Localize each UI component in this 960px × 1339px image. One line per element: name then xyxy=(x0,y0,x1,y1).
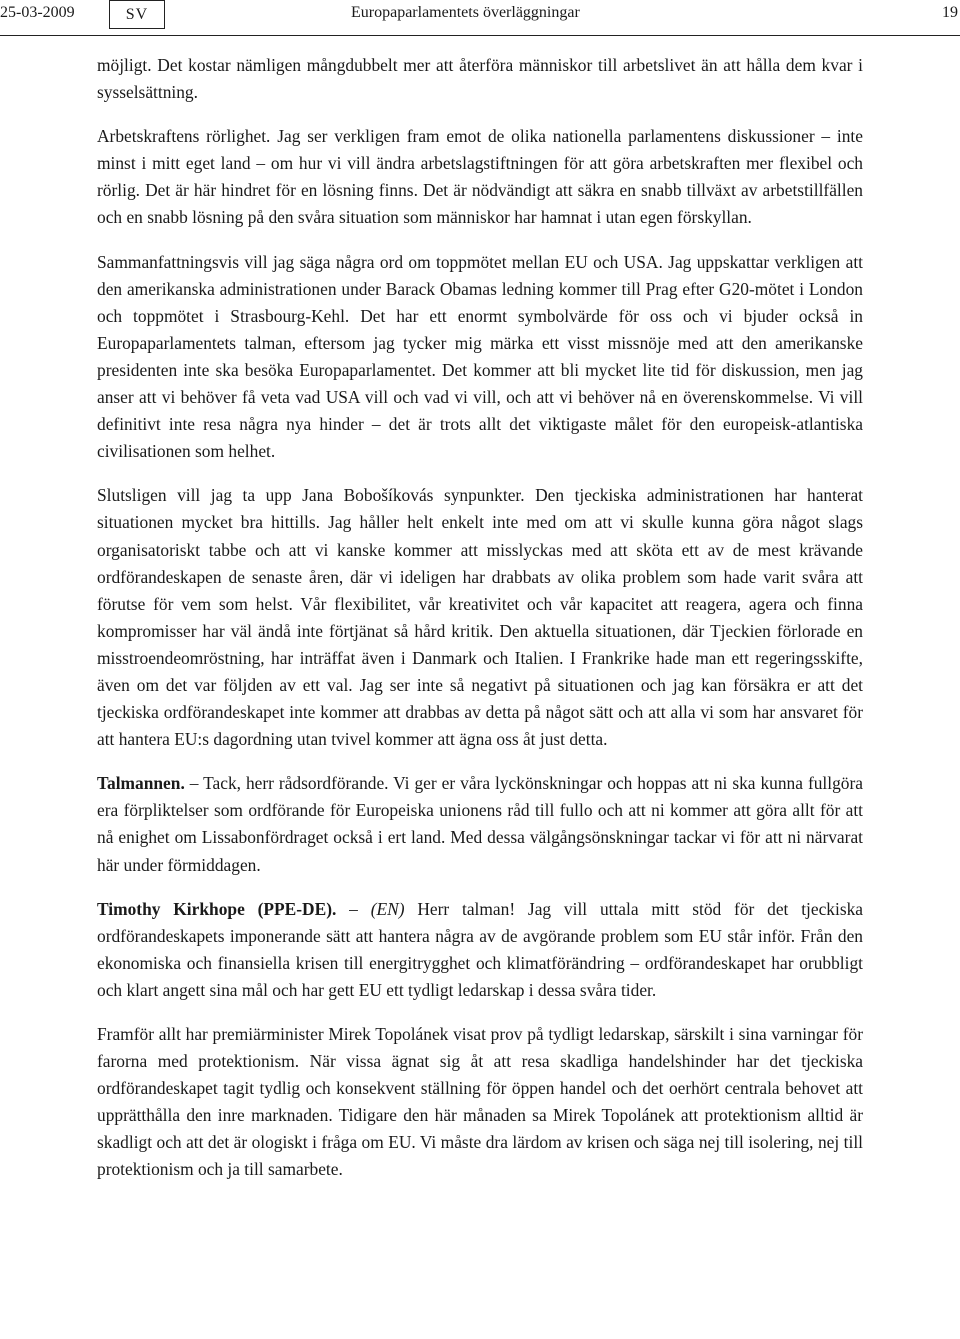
paragraph-text: Arbetskraftens rörlighet. Jag ser verkligen fram emot de olika nationella parlamentens diskussioner – inte minst i mitt eget land – om hur vi vill ändra arbetslagstiftningen för att göra arbetskraften mer flexibel och rörlig. Det är här hindret för en lösning finns. Det är nödvändigt att säkra en snabb tillväxt av arbetstillfällen och en snabb lösning på den svåra situation som människor har hamnat i utan egen förskyllan. xyxy=(97,126,863,228)
paragraph xyxy=(97,249,863,466)
page-number: 19 xyxy=(942,4,958,21)
header-date: 25-03-2009 xyxy=(0,4,75,21)
paragraph xyxy=(97,52,863,106)
paragraph-text: Sammanfattningsvis vill jag säga några ord om toppmötet mellan EU och USA. Jag uppskattar verkligen att den amerikanska administrationen under Barack Obamas ledning kommer till Prag efter G20-mötet i London och toppmötet i Strasbourg-Kehl. Det har ett enormt symbolvärde för oss och vi bjuder också in Europaparlamentets talman, eftersom jag tycker mig märka ett visst missnöje med att den amerikanske presidenten inte ska besöka Europaparlamentet. Det kommer att bli mycket lite tid för diskussion, men jag anser att vi behöver få veta vad USA vill och vad vi vill, och att vi behöver nå en överenskommelse. Vi vill definitivt inte resa några nya hinder – det är trots allt det viktigaste målet för den europeisk-atlantiska civilisationen som helhet. xyxy=(97,251,863,462)
paragraph-text: Framför allt har premiärminister Mirek Topolánek visat prov på tydligt ledarskap, särskilt i sina varningar för farorna med protektionism. När vissa ägnat sig åt att resa skadliga handelshinder har det tjeckiska ordförandeskapet tagit tydlig och konsekvent ställning för öppen handel och det oerhört centrala behovet att upprätthålla den inre marknaden. Tidigare den här månaden sa Mirek Topolánek att protektionism alltid är skadligt och att det är ologiskt i fråga om EU. Vi måste dra lärdom av krisen och säga nej till isolering, nej till protektionism och ja till samarbete. xyxy=(97,1024,863,1180)
paragraph xyxy=(97,1021,863,1184)
speaker-paragraph xyxy=(97,896,863,1004)
paragraph xyxy=(97,123,863,231)
page-header xyxy=(0,0,960,36)
paragraph-text: möjligt. Det kostar nämligen mångdubbelt mer att återföra människor till arbetslivet än att hålla dem kvar i sysselsättning. xyxy=(97,55,863,103)
speaker-paragraph xyxy=(97,770,863,878)
speech-dash: – xyxy=(336,898,371,919)
header-divider xyxy=(0,35,960,36)
language-badge: SV xyxy=(109,0,165,29)
document-body xyxy=(97,52,863,1201)
paragraph-text: – Tack, herr rådsordförande. Vi ger er våra lyckönskningar och hoppas att ni ska kunna fullgöra era förpliktelser som ordförande för Europeiska unionens råd till fullo och att ni kommer att göra allt för att nå enighet om Lissabonfördraget också i ert land. Med dessa välgångsönskningar tackar vi för att ni närvarat här under förmiddagen. xyxy=(97,773,863,875)
speaker-name: Talmannen. xyxy=(97,773,185,794)
language-tag: (EN) xyxy=(370,898,405,919)
paragraph-text: Slutsligen vill jag ta upp Jana Bobošíkovás synpunkter. Den tjeckiska administrationen har hanterat situationen mycket bra hittills. Jag håller helt enkelt inte med om att vi skulle kunna göra något slags organisatoriskt tabbe och att vi kanske kommer att misslyckas med att sköta ett av de mest krävande ordförandeskapen de senaste åren, där vi ideligen har drabbats av olika problem som hade varit svåra att förutse för vem som helst. Vår flexibilitet, vår kreativitet och vår kapacitet att reagera, agera och finna kompromisser har väl ändå inte förtjänat så hård kritik. Den aktuella situationen, där Tjeckien förlorade en misstroendeomröstning, har inträffat även i Danmark och Italien. I Frankrike hade man ett regeringsskifte, även om det var följden av ett val. Jag ser inte så negativt på situationen och jag kan försäkra er att det tjeckiska ordförandeskapet inte kommer att drabbas av detta på något sätt och att alla vi som har ansvaret för att hantera EU:s dagordning utan tvivel kommer att ägna oss åt just detta. xyxy=(97,485,863,750)
paragraph xyxy=(97,482,863,753)
paragraph-text: Herr talman! Jag vill uttala mitt stöd för det tjeckiska ordförandeskapets imponerande sätt att hantera några av de avgörande problem som EU står inför. Från den ekonomiska och finansiella krisen till energitrygghet och klimatförändring – ordförandeskapet har orubbligt och klart angett sina mål och har gett EU ett tydligt ledarskap i dessa svåra tider. xyxy=(97,898,864,1000)
speaker-name: Timothy Kirkhope (PPE-DE). xyxy=(97,898,337,919)
document-title: Europaparlamentets överläggningar xyxy=(351,4,580,21)
